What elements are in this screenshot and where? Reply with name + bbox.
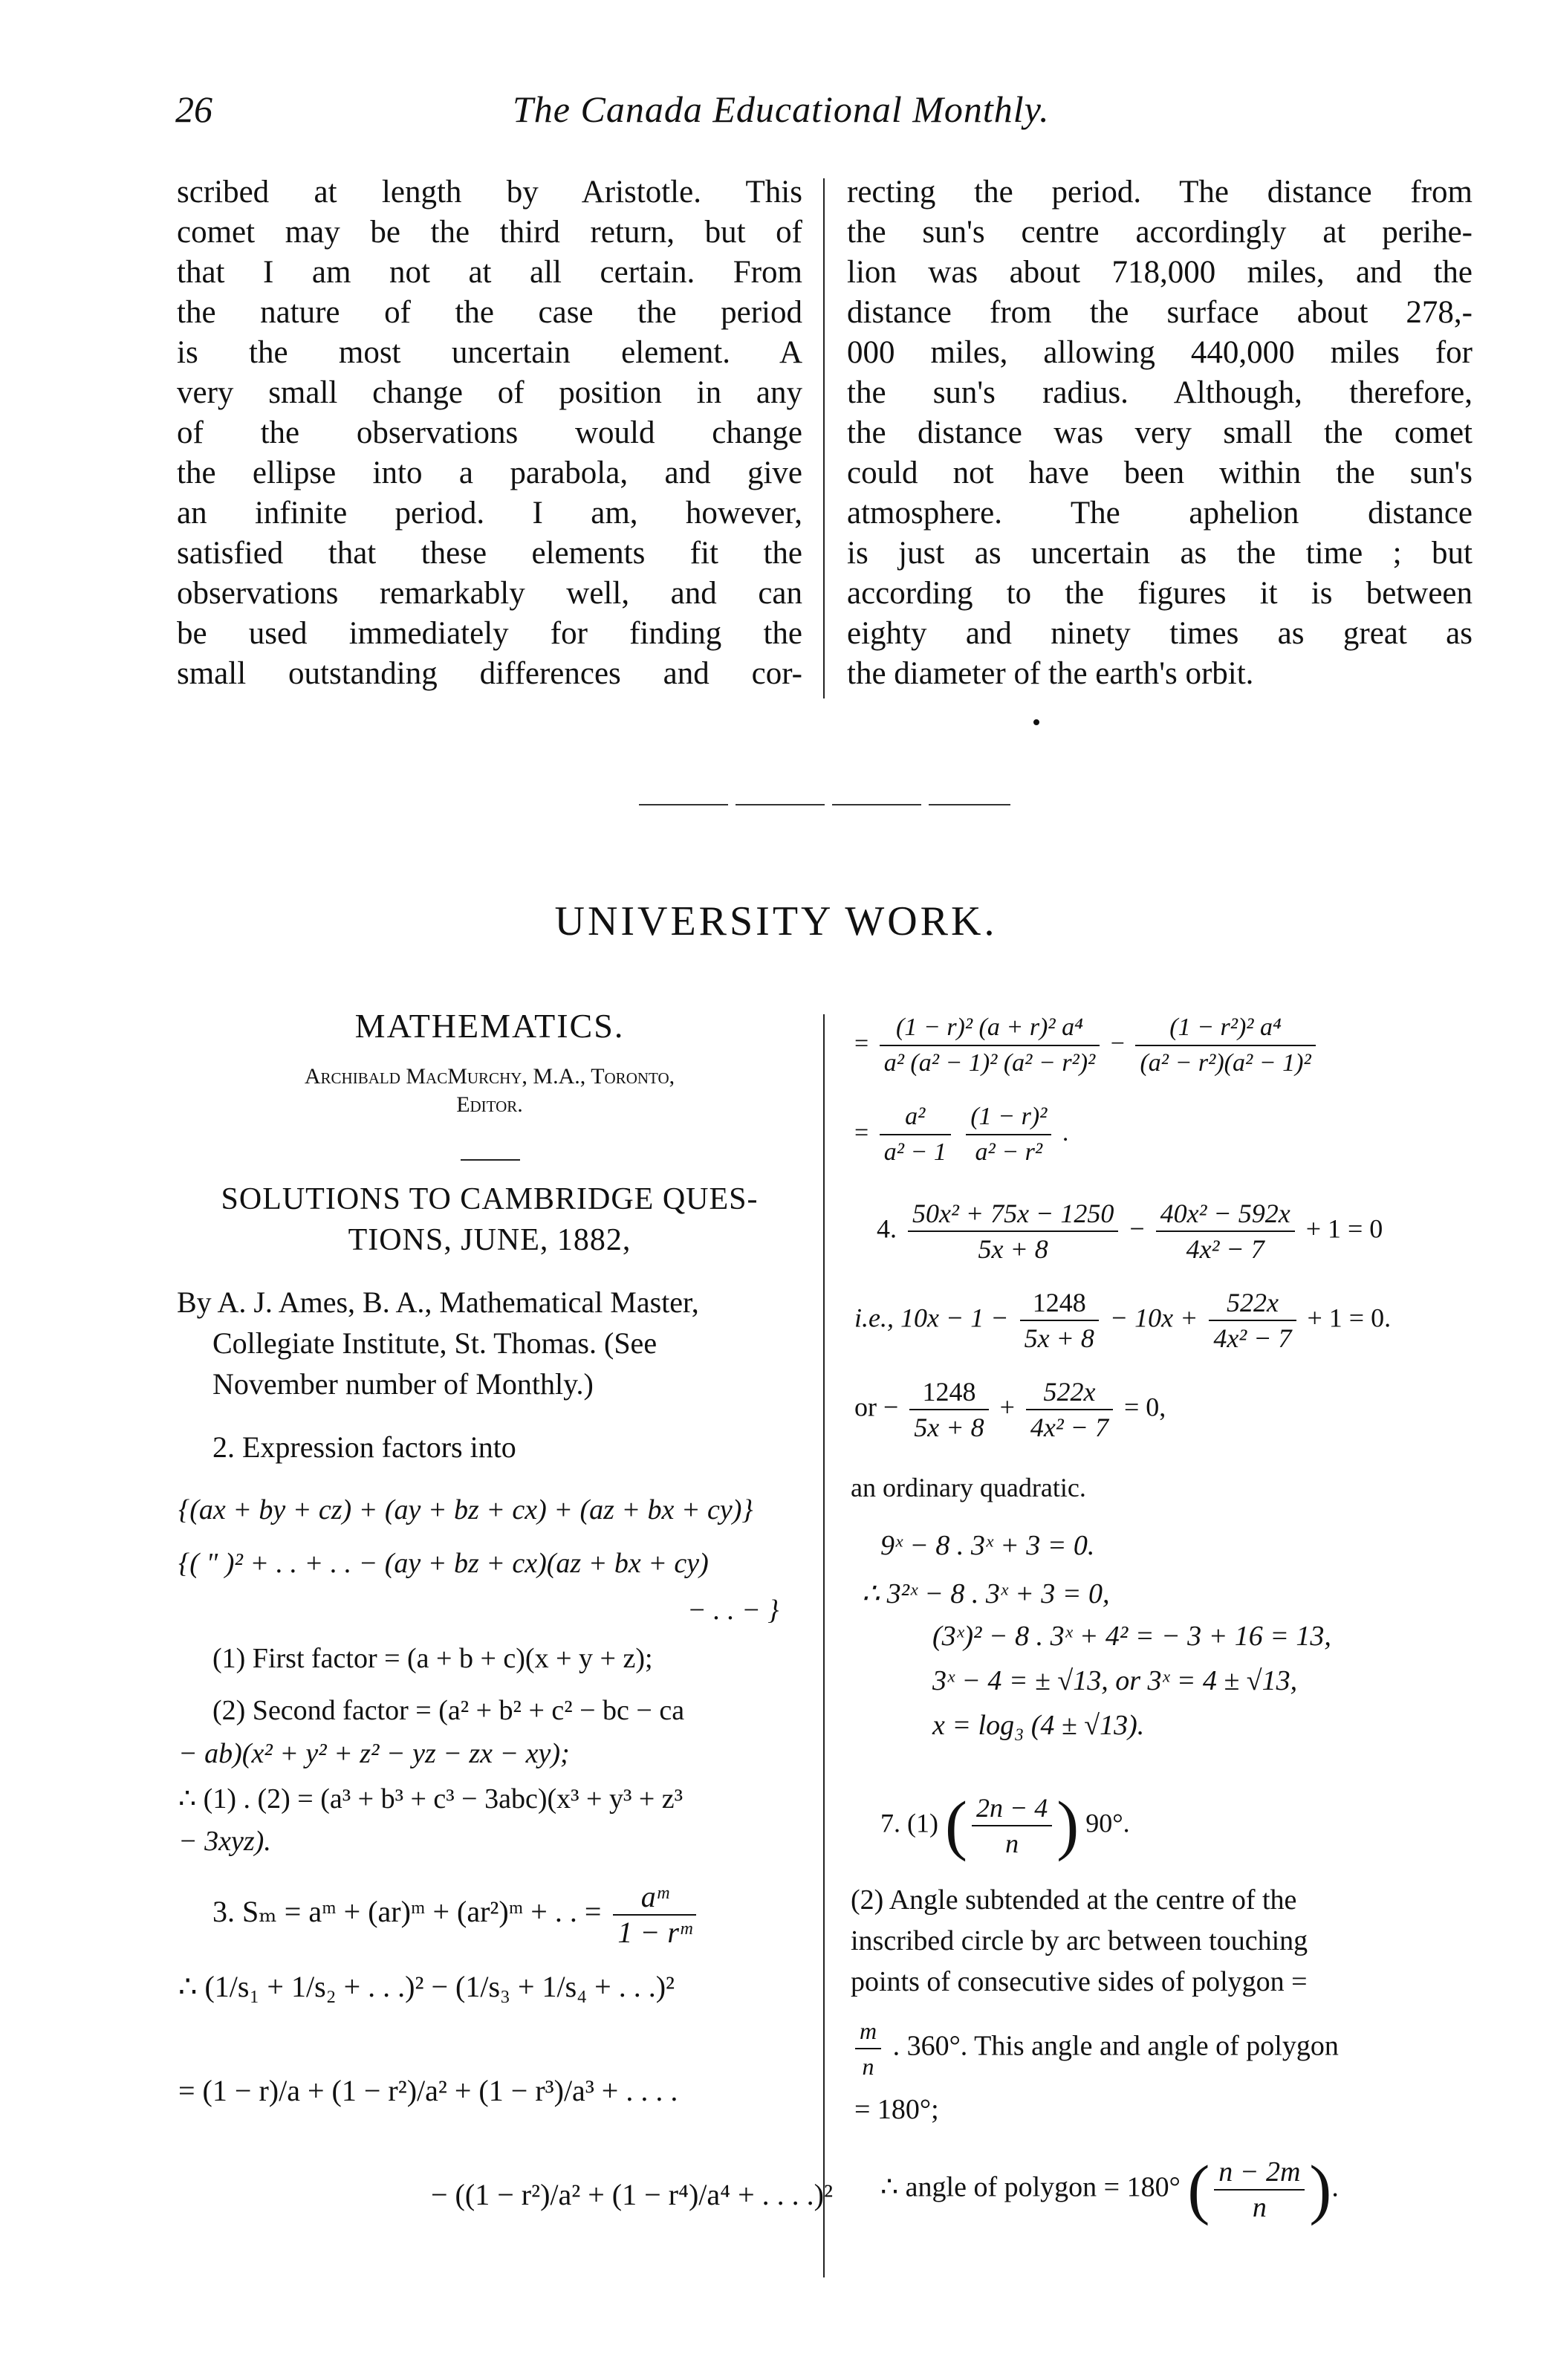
- fraction-numerator: 1248: [1020, 1285, 1099, 1321]
- q7-part2-line: = 180°;: [854, 2094, 939, 2125]
- q7-final: ∴ angle of polygon = 180° ( $\frac{n - 2m}{n}$ ).: [880, 2153, 1339, 2226]
- q2-first-factor: (1) First factor = (a + b + c)(x + y + z);: [212, 1643, 653, 1674]
- q9-line: ∴ 3²ˣ − 8 . 3ˣ + 3 = 0,: [862, 1578, 1110, 1609]
- section-rule-segment: [832, 804, 921, 805]
- fraction-numerator: 2n − 4: [972, 1791, 1052, 1826]
- or-equation: or − $\frac{1248}{5x + 8}$ + $\frac{522x}{\text{4x² − 7}}$ = 0,: [854, 1375, 1166, 1444]
- q7-part2-line: (2) Angle subtended at the centre of the: [851, 1884, 1297, 1916]
- ornament-dot: [1033, 719, 1039, 725]
- text-line: the sun's radius. Although, therefore,: [847, 375, 1473, 410]
- text-line: comet may be the third return, but of: [177, 215, 802, 250]
- r2-fraction-b: [966, 1100, 1051, 1170]
- fraction-denominator: n: [1252, 2192, 1267, 2223]
- or-fraction-a: [909, 1375, 988, 1444]
- ie-fraction-a: [1020, 1285, 1099, 1355]
- or-fraction-b: [1026, 1375, 1113, 1444]
- fraction-denominator: a² (a² − 1)² (a² − r²)²: [883, 1049, 1096, 1077]
- q3-line: [212, 1880, 701, 1950]
- fraction-numerator: aᵐ: [613, 1880, 695, 1916]
- text-line: the nature of the case the period: [177, 295, 802, 330]
- fraction-denominator: 5x + 8: [914, 1413, 984, 1442]
- text-line: scribed at length by Aristotle. This: [177, 175, 802, 210]
- section-rule-segment: [639, 804, 728, 805]
- q7-part2-line: inscribed circle by arc between touching: [851, 1925, 1308, 1956]
- fraction-numerator: 40x² − 592x: [1156, 1196, 1295, 1232]
- ordinary-quadratic: an ordinary quadratic.: [851, 1473, 1086, 1502]
- editor-line: Editor.: [456, 1092, 523, 1117]
- running-title: The Canada Educational Monthly.: [513, 88, 1050, 130]
- left-column-text: [177, 172, 802, 694]
- fraction-denominator: 4x² − 7: [1030, 1413, 1108, 1442]
- section-title: UNIVERSITY WORK.: [554, 898, 998, 944]
- short-rule: [461, 1159, 520, 1161]
- q2-line: − . . − }: [687, 1595, 779, 1626]
- q9-line: (3ˣ)² − 8 . 3ˣ + 4² = − 3 + 16 = 13,: [932, 1621, 1331, 1652]
- text-line: is just as uncertain as the time ; but: [847, 536, 1473, 571]
- q2-intro: 2. Expression factors into: [212, 1430, 516, 1464]
- fraction-numerator: m: [855, 2014, 881, 2049]
- q3-text: 3. Sₘ = aᵐ + (ar)ᵐ + (ar²)ᵐ + . . =: [212, 1895, 602, 1929]
- solutions-title: TIONS, JUNE, 1882,: [348, 1223, 631, 1257]
- fraction-numerator: 50x² + 75x − 1250: [908, 1196, 1118, 1232]
- r2-fraction-a: [880, 1100, 951, 1170]
- text-line: according to the figures it is between: [847, 576, 1473, 611]
- fraction-denominator: 5x + 8: [978, 1234, 1048, 1264]
- text-line: of the observations would change: [177, 415, 802, 450]
- text-line: that I am not at all certain. From: [177, 255, 802, 290]
- q3-line: ∴ (1/s₁ + 1/s₂ + . . .)² − (1/s₃ + 1/s₄ + . . .)²: [178, 1970, 675, 2003]
- column-divider-top: [823, 178, 825, 698]
- text-line: is the most uncertain element. A: [177, 335, 802, 370]
- fraction-numerator: (1 − r)²: [966, 1100, 1051, 1135]
- text-line: satisfied that these elements fit the: [177, 536, 802, 571]
- q3-line: = (1 − r)/a + (1 − r²)/a² + (1 − r³)/a³ + . . . .: [178, 2074, 678, 2107]
- q2-line: {( " )² + . . + . . − (ay + bz + cx)(az + bx + cy): [178, 1548, 709, 1579]
- q9-line: 3ˣ − 4 = ± √13, or 3ˣ = 4 ± √13,: [932, 1665, 1298, 1696]
- text-line: observations remarkably well, and can: [177, 576, 802, 611]
- q2-second-factor: − ab)(x² + y² + z² − yz − zx − xy);: [178, 1738, 570, 1769]
- fraction-numerator: n − 2m: [1214, 2155, 1305, 2191]
- editor-line: Archibald MacMurchy, M.A., Toronto,: [304, 1064, 675, 1089]
- q7-final-fraction: [1214, 2155, 1305, 2225]
- text-line: be used immediately for finding the: [177, 616, 802, 651]
- byline: Collegiate Institute, St. Thomas. (See: [212, 1326, 658, 1360]
- fraction-denominator: n: [1005, 1829, 1019, 1858]
- fraction-denominator: n: [862, 2053, 874, 2080]
- text-line: eighty and ninety times as great as: [847, 616, 1473, 651]
- q7-part2-line: points of consecutive sides of polygon =: [851, 1966, 1308, 1997]
- q3-fraction: [613, 1880, 695, 1950]
- fraction-denominator: 4x² − 7: [1186, 1234, 1264, 1264]
- r1-equation: = $\frac{\text{(1 − r)² (a + r)² a⁴}}{\text{a² (a² − 1)² (a² − r²)²}}$ − $\frac{\text{(1 − r²)² a⁴}}{\text{(a² − r²)(a² − 1)²}}$: [854, 1011, 1320, 1080]
- text-line: atmosphere. The aphelion distance: [847, 496, 1473, 531]
- text-line: distance from the surface about 278,-: [847, 295, 1473, 330]
- fraction-numerator: 1248: [909, 1375, 988, 1410]
- text-line: could not have been within the sun's: [847, 455, 1473, 490]
- text-line: very small change of position in any: [177, 375, 802, 410]
- text-line: the sun's centre accordingly at perihe-: [847, 215, 1473, 250]
- text-line: an infinite period. I am, however,: [177, 496, 802, 531]
- text-line: recting the period. The distance from: [847, 175, 1473, 210]
- fraction-denominator: 4x² − 7: [1213, 1323, 1292, 1353]
- r1-fraction-b: [1135, 1011, 1315, 1080]
- q7-fraction: [972, 1791, 1052, 1861]
- text-line: the distance was very small the comet: [847, 415, 1473, 450]
- q2-second-factor: (2) Second factor = (a² + b² + c² − bc − ca: [212, 1695, 685, 1726]
- byline: By A. J. Ames, B. A., Mathematical Master,: [177, 1285, 699, 1319]
- q9-line: 9ˣ − 8 . 3ˣ + 3 = 0.: [880, 1530, 1095, 1561]
- q4-fraction-b: [1156, 1196, 1295, 1266]
- subsection-title: MATHEMATICS.: [354, 1007, 625, 1045]
- q7-angle-fraction: [855, 2014, 881, 2084]
- fraction-denominator: 1 − rᵐ: [617, 1916, 692, 1949]
- fraction-numerator: (1 − r)² (a + r)² a⁴: [880, 1011, 1100, 1046]
- fraction-denominator: a² − 1: [883, 1138, 947, 1166]
- q3-line: − ((1 − r²)/a² + (1 − r⁴)/a⁴ + . . . .)²: [431, 2178, 833, 2211]
- q2-line: {(ax + by + cz) + (ay + bz + cx) + (az + bx + cy)}: [178, 1494, 753, 1525]
- q4-fraction-a: [908, 1196, 1118, 1266]
- text-line: lion was about 718,000 miles, and the: [847, 255, 1473, 290]
- q4-equation: 4. $\frac{\text{50x² + 75x − 1250}}{5x + 8}$ − $\frac{\text{40x² − 592x}}{\text{4x² − 7}}$ + 1 = 0: [877, 1196, 1383, 1266]
- fraction-denominator: 5x + 8: [1024, 1323, 1094, 1353]
- q2-therefore: − 3xyz).: [178, 1826, 271, 1857]
- fraction-numerator: 522x: [1209, 1285, 1296, 1321]
- text-line: 000 miles, allowing 440,000 miles for: [847, 335, 1473, 370]
- text-line: the ellipse into a parabola, and give: [177, 455, 802, 490]
- fraction-numerator: a²: [880, 1100, 951, 1135]
- fraction-numerator: (1 − r²)² a⁴: [1135, 1011, 1315, 1046]
- r2-equation: = $\frac{\text{a²}}{\text{a² − 1}}$ $\frac{\text{(1 − r)²}}{\text{a² − r²}}$ .: [854, 1100, 1068, 1170]
- r1-fraction-a: [880, 1011, 1100, 1080]
- byline: November number of Monthly.): [212, 1367, 594, 1401]
- q7-part1: 7. (1) ( $\frac{2n - 4}{n}$ ) 90°.: [880, 1789, 1130, 1862]
- column-divider-bottom: [823, 1014, 825, 2277]
- text-line: the diameter of the earth's orbit.: [847, 656, 1254, 691]
- solutions-title: SOLUTIONS TO CAMBRIDGE QUES-: [221, 1182, 759, 1216]
- fraction-numerator: 522x: [1026, 1375, 1113, 1410]
- fraction-denominator: (a² − r²)(a² − 1)²: [1140, 1049, 1311, 1077]
- page-number: 26: [175, 88, 212, 130]
- fraction-denominator: a² − r²: [975, 1138, 1043, 1166]
- q2-therefore: ∴ (1) . (2) = (a³ + b³ + c³ − 3abc)(x³ + y³ + z³: [178, 1783, 684, 1815]
- q9-line: x = log₃ (4 ± √13).: [932, 1710, 1145, 1741]
- ie-fraction-b: [1209, 1285, 1296, 1355]
- right-column-text: [847, 172, 1473, 694]
- ie-equation: i.e., 10x − 1 − $\frac{1248}{5x + 8}$ − 10x + $\frac{522x}{\text{4x² − 7}}$ + 1 = 0.: [854, 1285, 1391, 1355]
- section-rule-segment: [736, 804, 825, 805]
- section-rule-segment: [929, 804, 1010, 805]
- text-line: small outstanding differences and cor-: [177, 656, 802, 691]
- q7-part2-line: $\frac{m}{n}$ . 360°. This angle and angle of polygon: [851, 2014, 1339, 2084]
